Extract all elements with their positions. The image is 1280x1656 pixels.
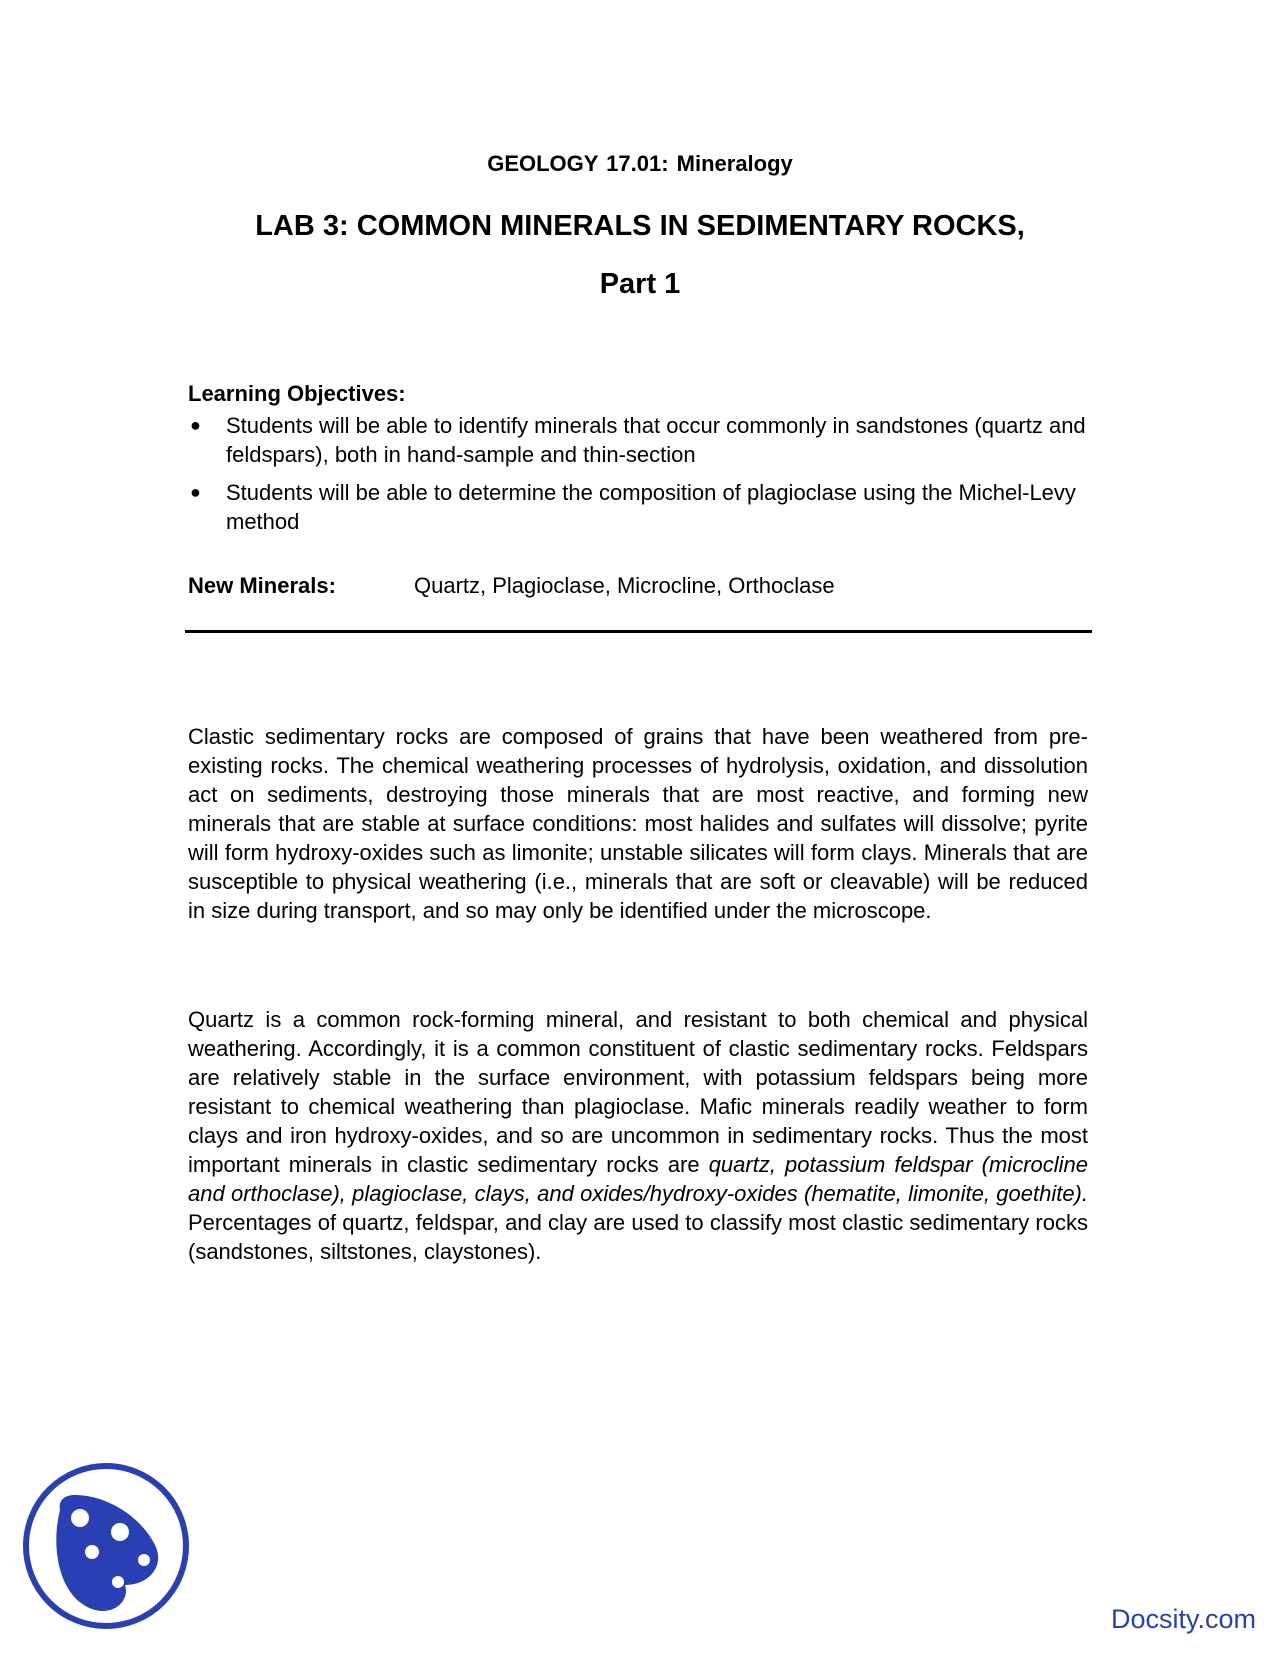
objective-item (188, 478, 1088, 536)
paragraph-quartz (188, 1005, 1088, 1266)
paragraph-quartz-text: Quartz is a common rock-forming mineral, and resistant to both chemical and physical weathering. Accordingly, it is a common constituent of clastic sedimentary rocks. Feldspars are relatively stable in the surface environment, with potassium feldspars being more resistant to chemical weathering than plagioclase. Mafic minerals readily weather to form clays and iron hydroxy-oxides, and so are uncommon in sedimentary rocks. Thus the most important minerals in clastic sedimentary rocks are (188, 1007, 1088, 1177)
paragraph-quartz-text-end: Percentages of quartz, feldspar, and clay are used to classify most clastic sedimentary rocks (sandstones, siltstones, claystones). (188, 1210, 1088, 1264)
objective-text: Students will be able to identify minerals that occur commonly in sandstones (quartz and feldspars), both in hand-sample and thin-section (226, 413, 1086, 467)
lab-subtitle: Part 1 (599, 268, 681, 300)
important-minerals-list: quartz, potassium feldspar (microcline and orthoclase), plagioclase, clays, and oxides/hydroxy-oxides (hematite, limonite, goethite). (188, 1152, 1088, 1206)
docsity-watermark[interactable]: Docsity.com (1110, 1604, 1256, 1634)
bullet-icon: ● (190, 415, 201, 435)
bullet-icon: ● (190, 482, 201, 502)
lab-title: LAB 3: COMMON MINERALS IN SEDIMENTARY ROCKS, (255, 210, 1025, 242)
objective-item (188, 411, 1088, 469)
new-minerals-row (188, 572, 835, 600)
docsity-logo-icon (20, 1460, 192, 1632)
course-heading: GEOLOGY 17.01: Mineralogy (487, 151, 793, 176)
learning-objectives-heading: Learning Objectives: (188, 381, 406, 406)
learning-objectives-list (188, 411, 1088, 545)
objective-text: Students will be able to determine the composition of plagioclase using the Michel-Levy method (226, 480, 1076, 534)
new-minerals-label: New Minerals: (188, 573, 336, 598)
section-divider (185, 630, 1092, 633)
new-minerals-value: Quartz, Plagioclase, Microcline, Orthoclase (414, 573, 835, 598)
paragraph-clastic-rocks: Clastic sedimentary rocks are composed of grains that have been weathered from pre-existing rocks. The chemical weathering processes of hydrolysis, oxidation, and dissolution act on sediments, destroying those minerals that are most reactive, and forming new minerals that are stable at surface conditions: most halides and sulfates will dissolve; pyrite will form hydroxy-oxides such as limonite; unstable silicates will form clays. Minerals that are susceptible to physical weathering (i.e., minerals that are soft or cleavable) will be reduced in size during transport, and so may only be identified under the microscope. (188, 724, 1088, 923)
